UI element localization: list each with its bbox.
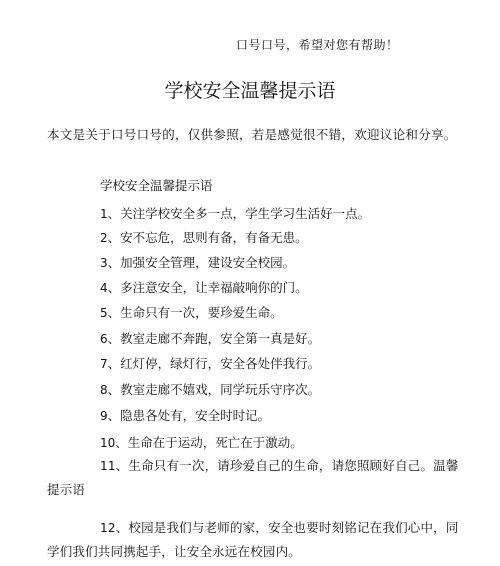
list-item-number: 6 — [100, 332, 108, 346]
list-item-text: 、多注意安全，让幸福敲响你的门。 — [107, 280, 308, 295]
list-item — [100, 228, 460, 246]
list-item-number: 11 — [100, 459, 116, 473]
list-item-number: 7 — [100, 357, 108, 371]
list-item-text: 、教室走廊不奔跑，安全第一真是好。 — [107, 331, 321, 346]
list-item — [100, 354, 460, 372]
list-item — [100, 433, 460, 451]
list-item-text: 、生命只有一次，请珍爱自己的生命，请您照顾好自己。温馨提示语 — [47, 458, 459, 497]
list-item-text: 、教室走廊不嬉戏，同学玩乐守序次。 — [107, 382, 321, 397]
list-item-text: 、关注学校安全多一点，学生学习生活好一点。 — [107, 206, 371, 221]
list-item-text: 、校园是我们与老师的家，安全也要时刻铭记在我们心中，同学们我们共同携起手，让安全永远在校园内。 — [47, 520, 459, 559]
list-item-number: 9 — [100, 409, 108, 423]
list-item — [100, 204, 460, 222]
list-item-number: 8 — [100, 383, 108, 397]
list-item-number: 1 — [100, 207, 108, 221]
list-item-text: 、生命只有一次，要珍爱生命。 — [107, 305, 283, 320]
list-item — [47, 454, 460, 502]
list-item-text: 、生命在于运动，死亡在于激动。 — [115, 435, 303, 450]
list-item — [100, 329, 460, 347]
list-item-text: 、加强安全管理，建设安全校园。 — [107, 255, 296, 270]
list-item — [100, 278, 460, 296]
list-item-number: 4 — [100, 281, 108, 295]
list-item-number: 2 — [100, 231, 108, 245]
section-subtitle: 学校安全温馨提示语 — [100, 178, 213, 193]
list-item-number: 5 — [100, 306, 108, 320]
list-item — [100, 253, 460, 271]
list-item — [100, 380, 460, 398]
header-text: 口号口号，希望对您有帮助！ — [236, 38, 399, 52]
list-item — [47, 516, 460, 564]
list-item-number: 10 — [100, 436, 116, 450]
list-item-number: 12 — [100, 521, 116, 535]
list-item — [100, 303, 460, 321]
list-item-text: 、红灯停，绿灯行，安全各处伴我行。 — [107, 356, 321, 371]
list-item — [100, 406, 460, 424]
list-item-text: 、隐患各处有，安全时时记。 — [107, 408, 271, 423]
list-item-number: 3 — [100, 256, 108, 270]
list-item-text: 、安不忘危，思则有备，有备无患。 — [107, 230, 308, 245]
intro-paragraph: 本文是关于口号口号的，仅供参照，若是感觉很不错，欢迎议论和分享。 — [47, 127, 457, 142]
document-title: 学校安全温馨提示语 — [164, 80, 336, 102]
